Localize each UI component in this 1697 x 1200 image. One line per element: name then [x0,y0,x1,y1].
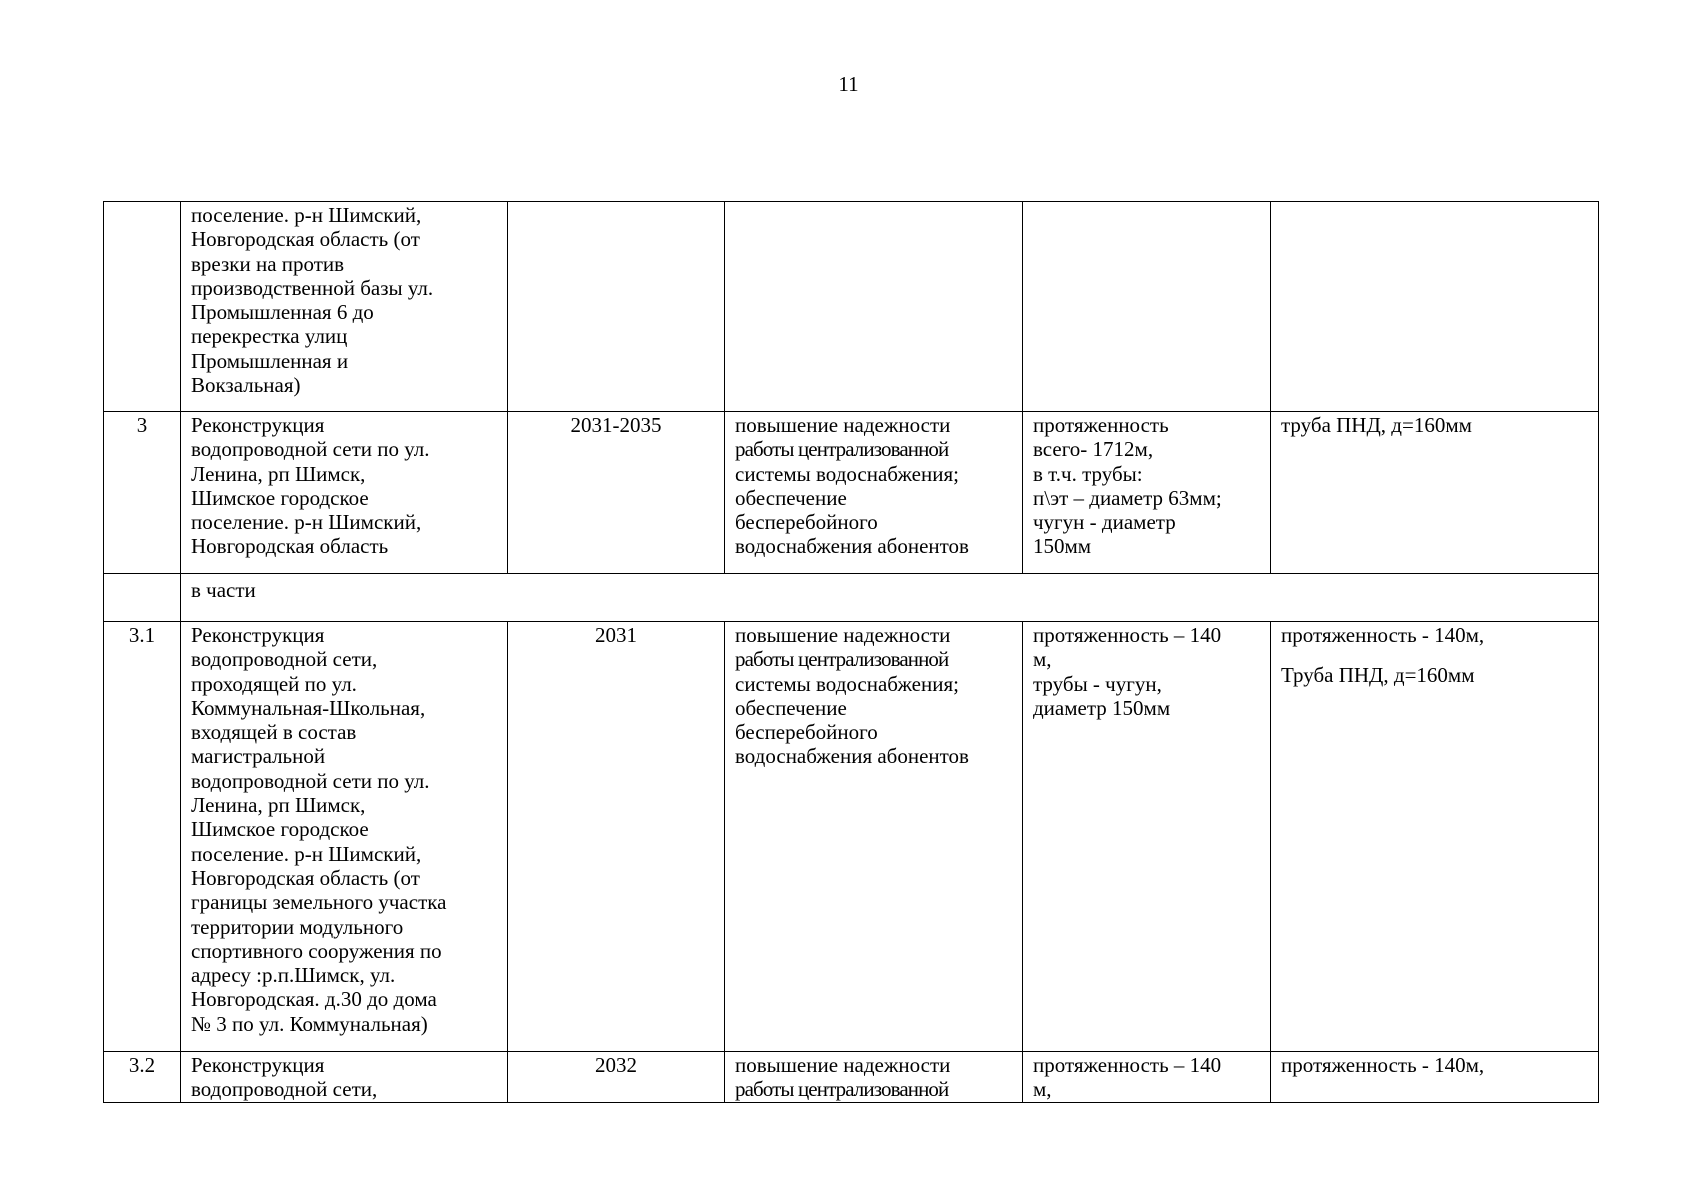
text-line: поселение. р-н Шимский, [191,841,422,866]
text-line: адресу :р.п.Шимск, ул. [191,963,396,988]
table-row [104,1052,1599,1103]
text-line: Ленина, рп Шимск, [191,793,366,818]
text-line: спортивного сооружения по [191,938,442,963]
section-label: в части [181,574,1599,622]
text-line: Шимское городское [191,817,369,842]
row-number: 3 [104,412,181,574]
text-line: поселение. р-н Шимский, [191,510,422,535]
text-line: Новгородская область (от [191,227,420,252]
work-name [181,412,508,574]
params-cell [1023,412,1271,574]
period-cell [508,202,725,412]
text-line: протяженность [1033,413,1169,437]
text-line: водопроводной сети, [191,647,378,672]
params-cell [1023,1052,1271,1103]
period-cell: 2031 [508,622,725,1052]
text-line: Промышленная 6 до [191,300,374,325]
text-line: обеспечение [735,485,847,510]
text-line: входящей в состав [191,720,357,745]
text-line: работы централизованной [735,647,949,672]
params-cell [1023,202,1271,412]
text-line: № 3 по ул. Коммунальная) [191,1011,428,1036]
table-row [104,574,1599,622]
text-line: Новгородская. д.30 до дома [191,987,437,1012]
text-line: перекрестка улиц [191,324,348,349]
text-line: трубы - чугун, [1033,671,1162,696]
text-line: границы земельного участка [191,890,447,915]
text-line: Реконструкция [191,413,325,437]
text-line: магистральной [191,744,326,769]
text-line: бесперебойного [735,510,878,535]
text-line: диаметр 150мм [1033,695,1171,720]
text-line: врезки на против [191,251,345,276]
row-number [104,202,181,412]
page-number: 11 [838,72,859,96]
characteristics-cell [1271,622,1599,1052]
text-line: бесперебойного [735,720,878,745]
text-line: Шимское городское [191,485,369,510]
text-line: поселение. р-н Шимский, [191,203,422,227]
text-line: протяженность – 140 [1033,623,1222,647]
row-number [104,574,181,622]
text-line: водоснабжения абонентов [735,744,969,769]
text-line: водоснабжения абонентов [735,534,969,559]
text-line: водопроводной сети, [191,1077,378,1102]
text-line: повышение надежности [735,623,951,647]
work-name [181,1052,508,1103]
text-line: протяженность - 140м, [1281,623,1485,647]
text-line: Коммунальная-Школьная, [191,695,426,720]
table-row [104,202,1599,412]
goal-cell [725,1052,1023,1103]
text-line: протяженность - 140м, [1281,1053,1485,1077]
text-line: проходящей по ул. [191,671,357,696]
row-number: 3.2 [104,1052,181,1103]
goal-cell [725,412,1023,574]
text-line: Новгородская область [191,534,389,559]
text-line: водопроводной сети по ул. [191,437,430,462]
text-line: территории модульного [191,914,404,939]
text-line: работы централизованной [735,437,949,462]
text-line: производственной базы ул. [191,275,434,300]
text-line: м, [1033,647,1052,672]
text-line: обеспечение [735,695,847,720]
text-line: Труба ПНД, д=160мм [1281,663,1475,688]
text-line: м, [1033,1077,1052,1102]
goal-cell [725,622,1023,1052]
text-line: повышение надежности [735,1053,951,1077]
text-line: водопроводной сети по ул. [191,768,430,793]
text-line: протяженность – 140 [1033,1053,1222,1077]
text-line: Реконструкция [191,1053,325,1077]
works-table [103,201,1599,1103]
text-line: системы водоснабжения; [735,461,959,486]
text-line: работы централизованной [735,1077,949,1102]
text-line: труба ПНД, д=160мм [1281,413,1472,437]
text-line: повышение надежности [735,413,951,437]
goal-cell [725,202,1023,412]
text-line: Вокзальная) [191,373,301,398]
text-line: системы водоснабжения; [735,671,959,696]
row-number: 3.1 [104,622,181,1052]
characteristics-cell [1271,202,1599,412]
text-line: Реконструкция [191,623,325,647]
text-line: Промышленная и [191,348,349,373]
text-line: п\эт – диаметр 63мм; [1033,485,1222,510]
period-cell: 2031-2035 [508,412,725,574]
text-line: 150мм [1033,534,1092,559]
table-row [104,412,1599,574]
work-name [181,622,508,1052]
text-line: Новгородская область (от [191,865,420,890]
text-line: всего- 1712м, [1033,437,1154,462]
text-line: в т.ч. трубы: [1033,461,1143,486]
work-name [181,202,508,412]
characteristics-cell [1271,412,1599,574]
text-line: Ленина, рп Шимск, [191,461,366,486]
characteristics-cell [1271,1052,1599,1103]
text-line: чугун - диаметр [1033,510,1176,535]
params-cell [1023,622,1271,1052]
period-cell: 2032 [508,1052,725,1103]
table-row [104,622,1599,1052]
